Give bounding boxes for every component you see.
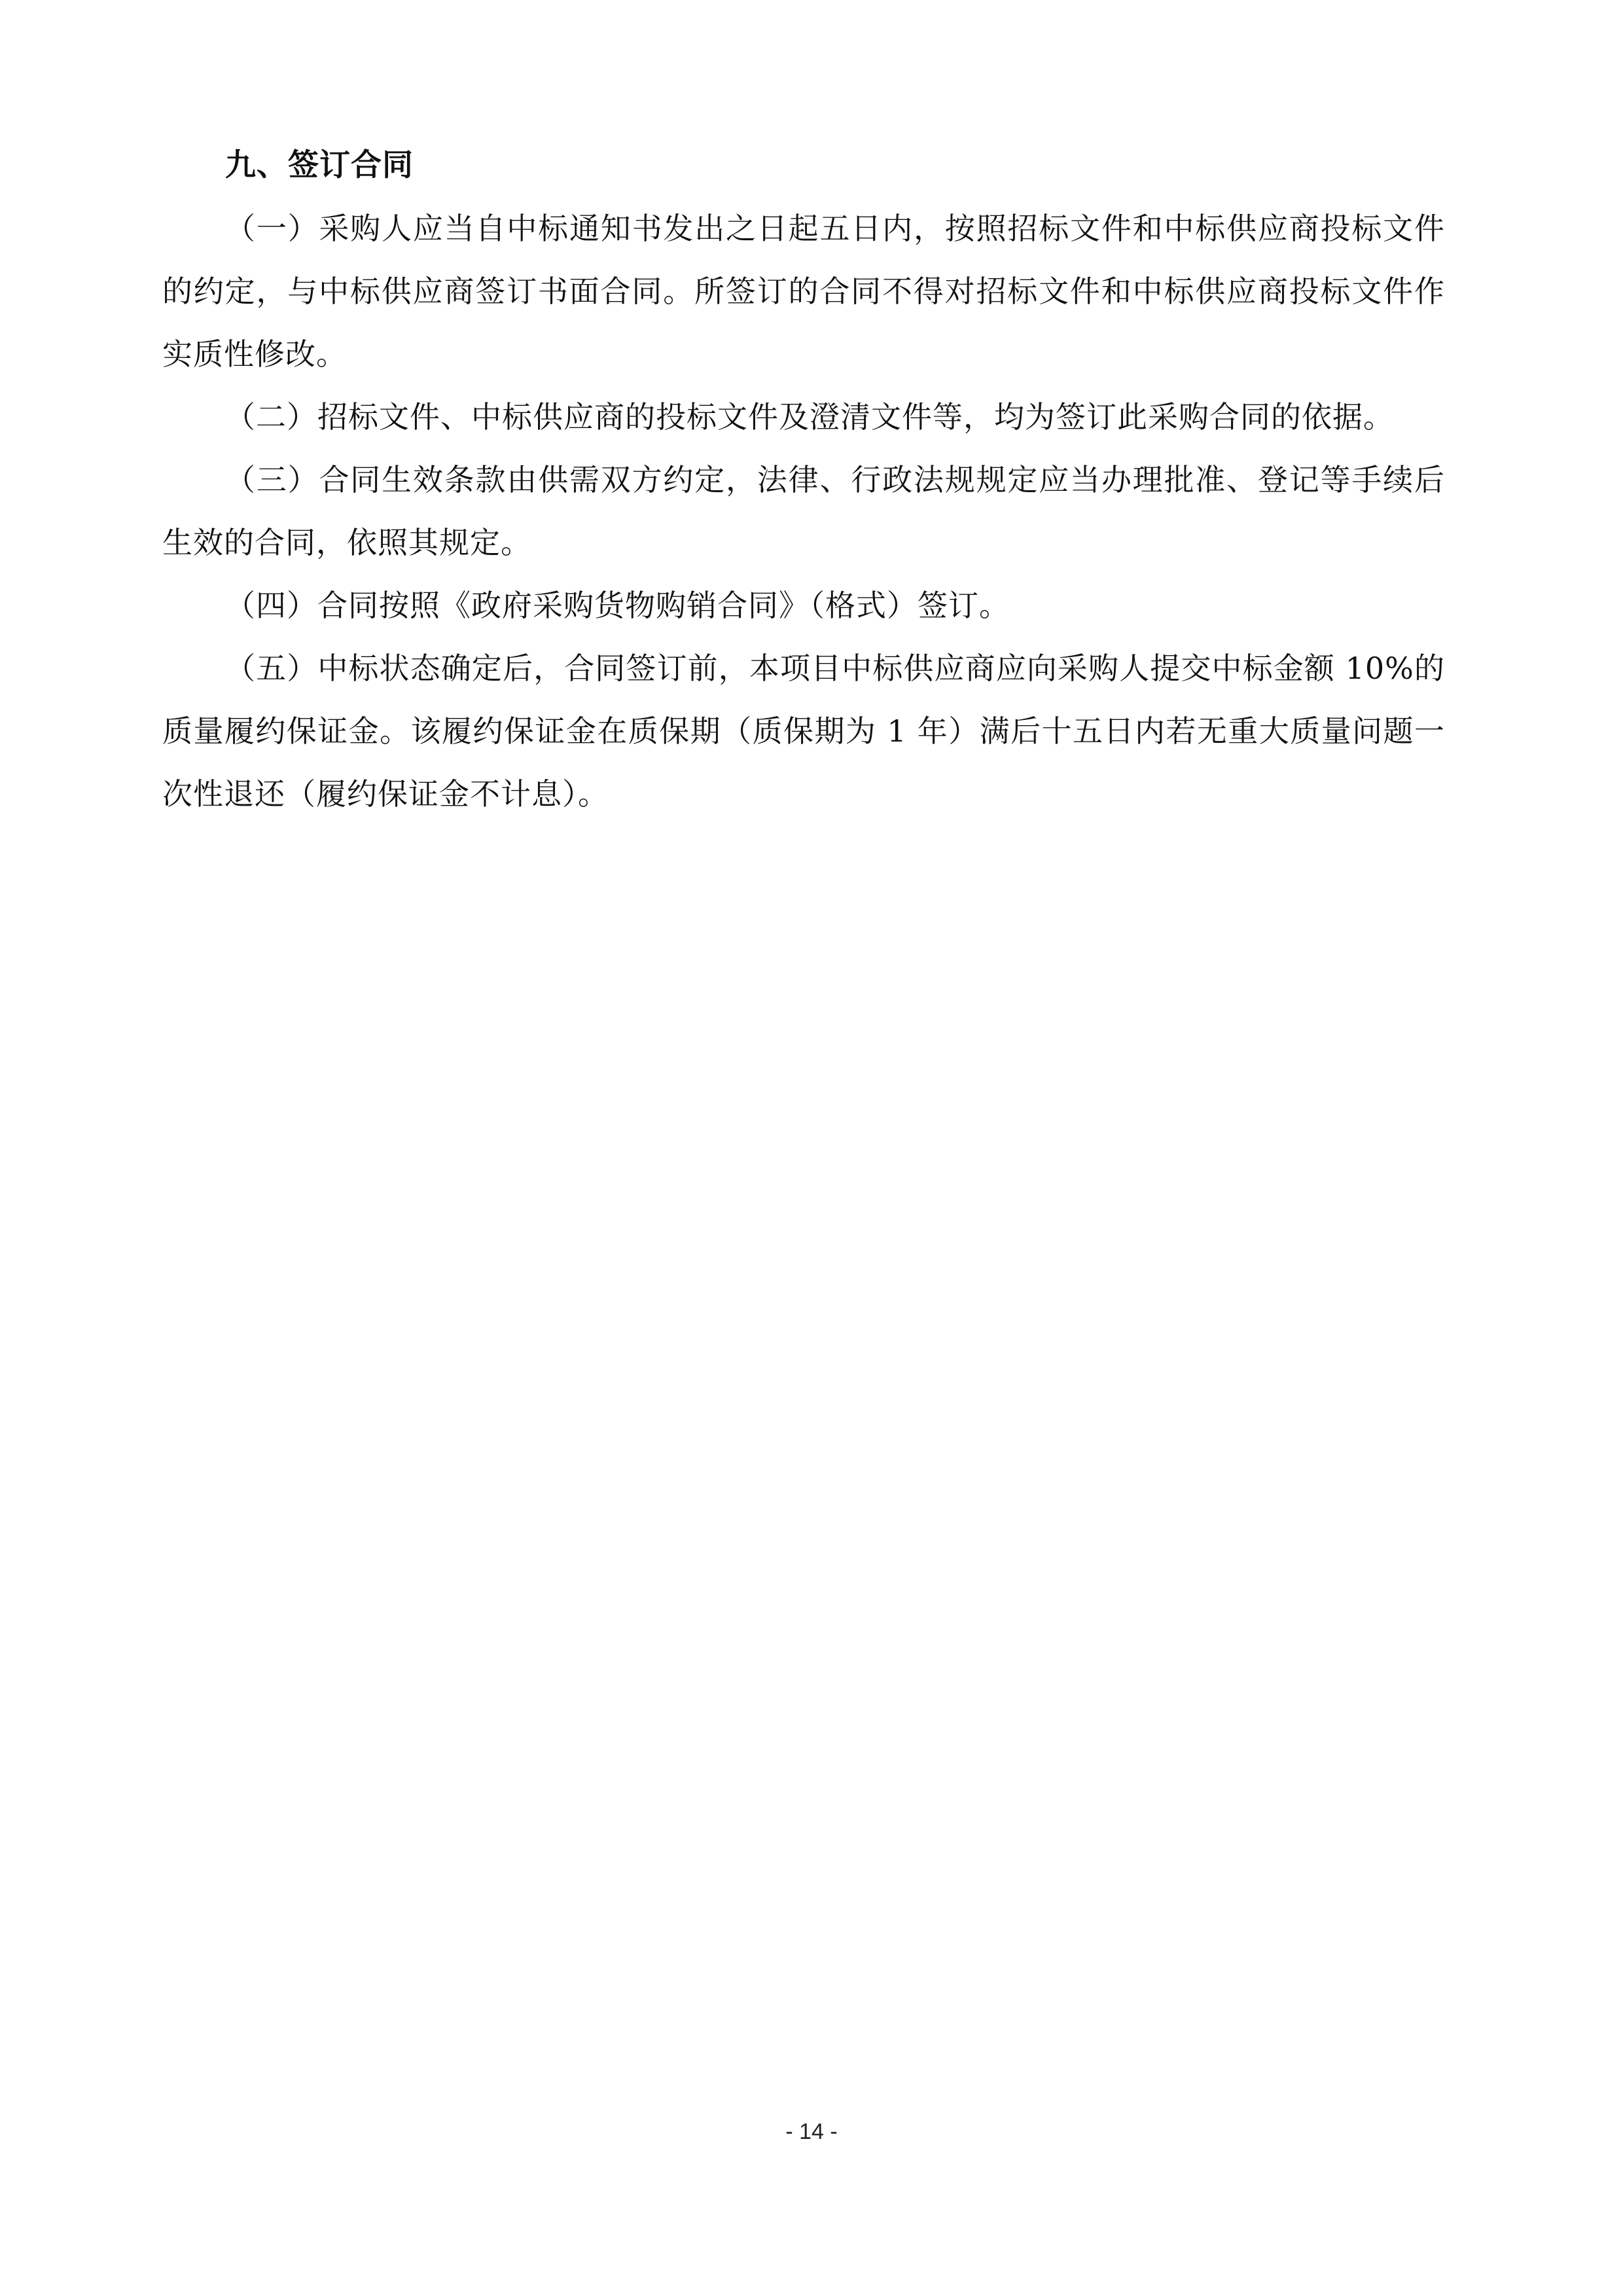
paragraph-1: （一）采购人应当自中标通知书发出之日起五日内，按照招标文件和中标供应商投标文件的约定，与中标供应商签订书面合同。所签订的合同不得对招标文件和中标供应商投标文件作实质性修改。 — [162, 211, 1445, 372]
paragraph-3: （三）合同生效条款由供需双方约定，法律、行政法规规定应当办理批准、登记等手续后生效的合同，依照其规定。 — [162, 462, 1445, 560]
paragraph-5: （五）中标状态确定后，合同签订前，本项目中标供应商应向采购人提交中标金额 10%的质量履约保证金。该履约保证金在质保期（质保期为 1 年）满后十五日内若无重大质量问题一次性退还（履约保证金不计息）。 — [162, 651, 1445, 812]
page-number: - 14 - — [785, 2119, 838, 2144]
section-title: 九、签订合同 — [225, 147, 414, 183]
paragraph-2: （二）招标文件、中标供应商的投标文件及澄清文件等，均为签订此采购合同的依据。 — [225, 399, 1394, 435]
document-body — [162, 134, 1445, 825]
paragraph-4: （四）合同按照《政府采购货物购销合同》（格式）签订。 — [225, 588, 1010, 623]
